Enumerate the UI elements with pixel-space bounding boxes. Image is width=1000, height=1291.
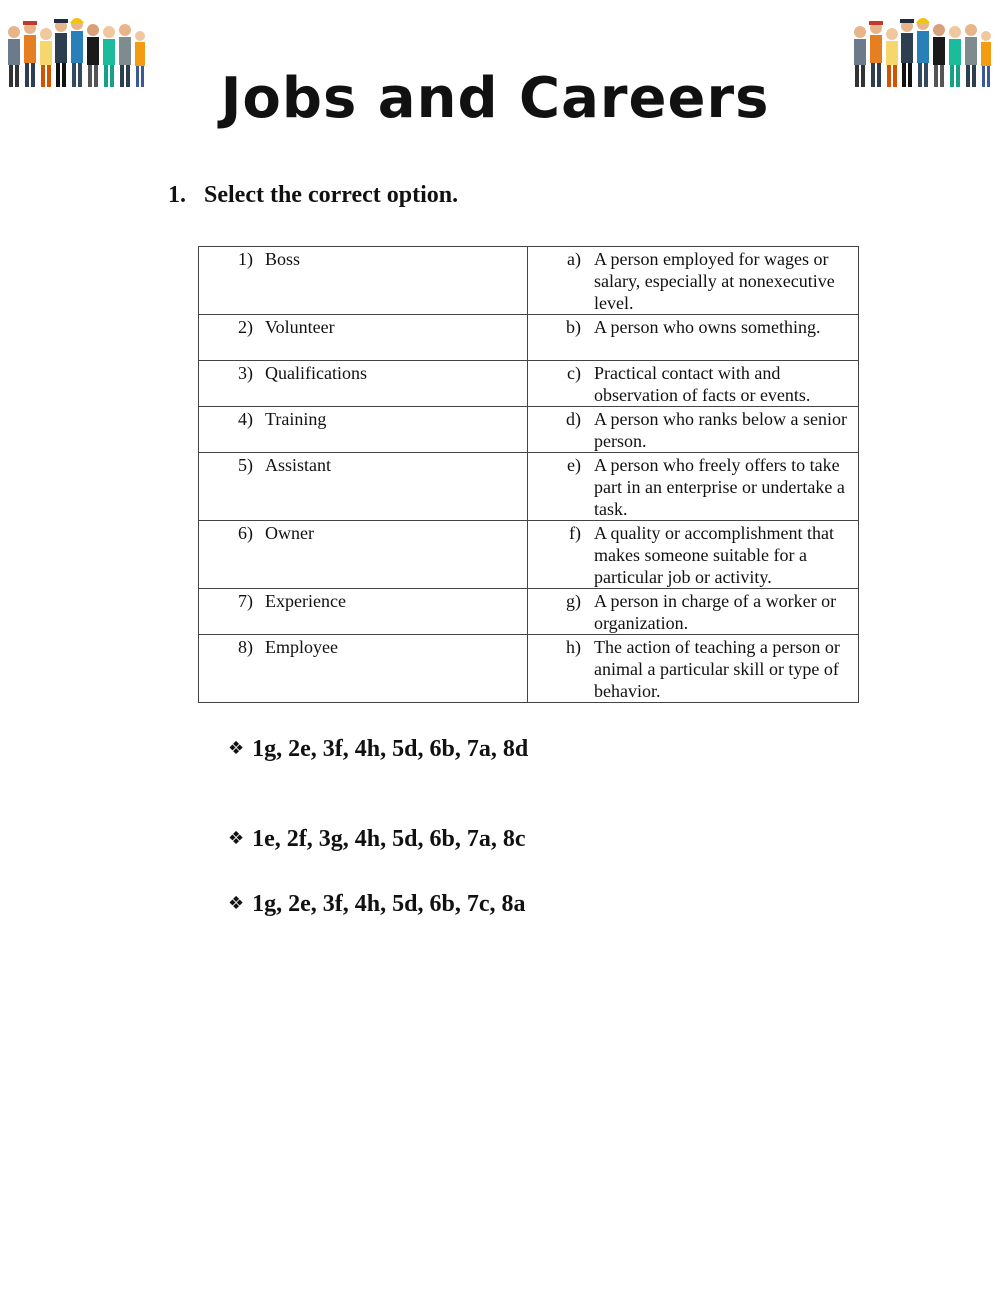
term-text: Volunteer — [265, 317, 335, 337]
question-heading — [168, 182, 458, 209]
term-label: 4) — [238, 409, 253, 429]
answer-option-2[interactable] — [228, 826, 525, 853]
answer-option-text: 1g, 2e, 3f, 4h, 5d, 6b, 7c, 8a — [252, 891, 526, 917]
definition-label: b) — [566, 317, 581, 337]
term-text: Boss — [265, 249, 301, 269]
table-row — [199, 589, 859, 635]
term-text: Qualifications — [265, 363, 367, 383]
term-cell — [199, 315, 528, 361]
answer-option-1[interactable] — [228, 736, 528, 763]
definition-text: A person in charge of a worker or organization. — [594, 591, 837, 633]
term-text: Owner — [265, 523, 314, 543]
term-label: 5) — [238, 455, 253, 475]
term-cell — [199, 361, 528, 407]
definition-label: f) — [569, 523, 581, 543]
definition-label: d) — [566, 409, 581, 429]
table-row — [199, 315, 859, 361]
question-number: 1. — [168, 182, 186, 208]
diamond-bullet-icon: ❖ — [228, 828, 245, 849]
term-cell — [199, 589, 528, 635]
table-row — [199, 521, 859, 589]
term-text: Training — [265, 409, 327, 429]
page-title: Jobs and Careers — [220, 66, 770, 131]
answer-option-3[interactable] — [228, 891, 525, 918]
definition-label: a) — [567, 249, 581, 269]
definition-text: Practical contact with and observation of facts or events. — [594, 363, 811, 405]
term-label: 7) — [238, 591, 253, 611]
definition-text: A quality or accomplishment that makes someone suitable for a particular job or activity. — [594, 523, 834, 587]
definition-cell — [528, 453, 859, 521]
definition-label: c) — [567, 363, 581, 383]
answer-option-text: 1e, 2f, 3g, 4h, 5d, 6b, 7a, 8c — [252, 826, 526, 852]
definition-cell — [528, 589, 859, 635]
definition-label: g) — [566, 591, 581, 611]
term-cell — [199, 453, 528, 521]
definition-cell — [528, 247, 859, 315]
term-cell — [199, 247, 528, 315]
table-row — [199, 407, 859, 453]
term-label: 3) — [238, 363, 253, 383]
term-text: Employee — [265, 637, 338, 657]
matching-table — [198, 246, 859, 703]
table-row — [199, 247, 859, 315]
term-label: 1) — [238, 249, 253, 269]
term-label: 2) — [238, 317, 253, 337]
term-cell — [199, 521, 528, 589]
definition-text: A person employed for wages or salary, especially at nonexecutive level. — [594, 249, 835, 313]
term-text: Experience — [265, 591, 346, 611]
table-row — [199, 453, 859, 521]
diamond-bullet-icon: ❖ — [228, 893, 245, 914]
term-text: Assistant — [265, 455, 332, 475]
definition-cell — [528, 361, 859, 407]
definition-cell — [528, 635, 859, 703]
definition-label: h) — [566, 637, 581, 657]
definition-text: A person who ranks below a senior person. — [594, 409, 847, 451]
term-label: 8) — [238, 637, 253, 657]
diamond-bullet-icon: ❖ — [228, 738, 245, 759]
definition-text: A person who freely offers to take part in an enterprise or undertake a task. — [594, 455, 845, 519]
term-label: 6) — [238, 523, 253, 543]
table-row — [199, 361, 859, 407]
definition-label: e) — [567, 455, 581, 475]
definition-cell — [528, 521, 859, 589]
term-cell — [199, 635, 528, 703]
definition-cell — [528, 315, 859, 361]
definition-text: A person who owns something. — [594, 317, 821, 337]
answer-option-text: 1g, 2e, 3f, 4h, 5d, 6b, 7a, 8d — [252, 736, 529, 762]
question-text: Select the correct option. — [204, 182, 459, 208]
definition-cell — [528, 407, 859, 453]
term-cell — [199, 407, 528, 453]
table-row — [199, 635, 859, 703]
definition-text: The action of teaching a person or animal a particular skill or type of behavior. — [594, 637, 840, 701]
